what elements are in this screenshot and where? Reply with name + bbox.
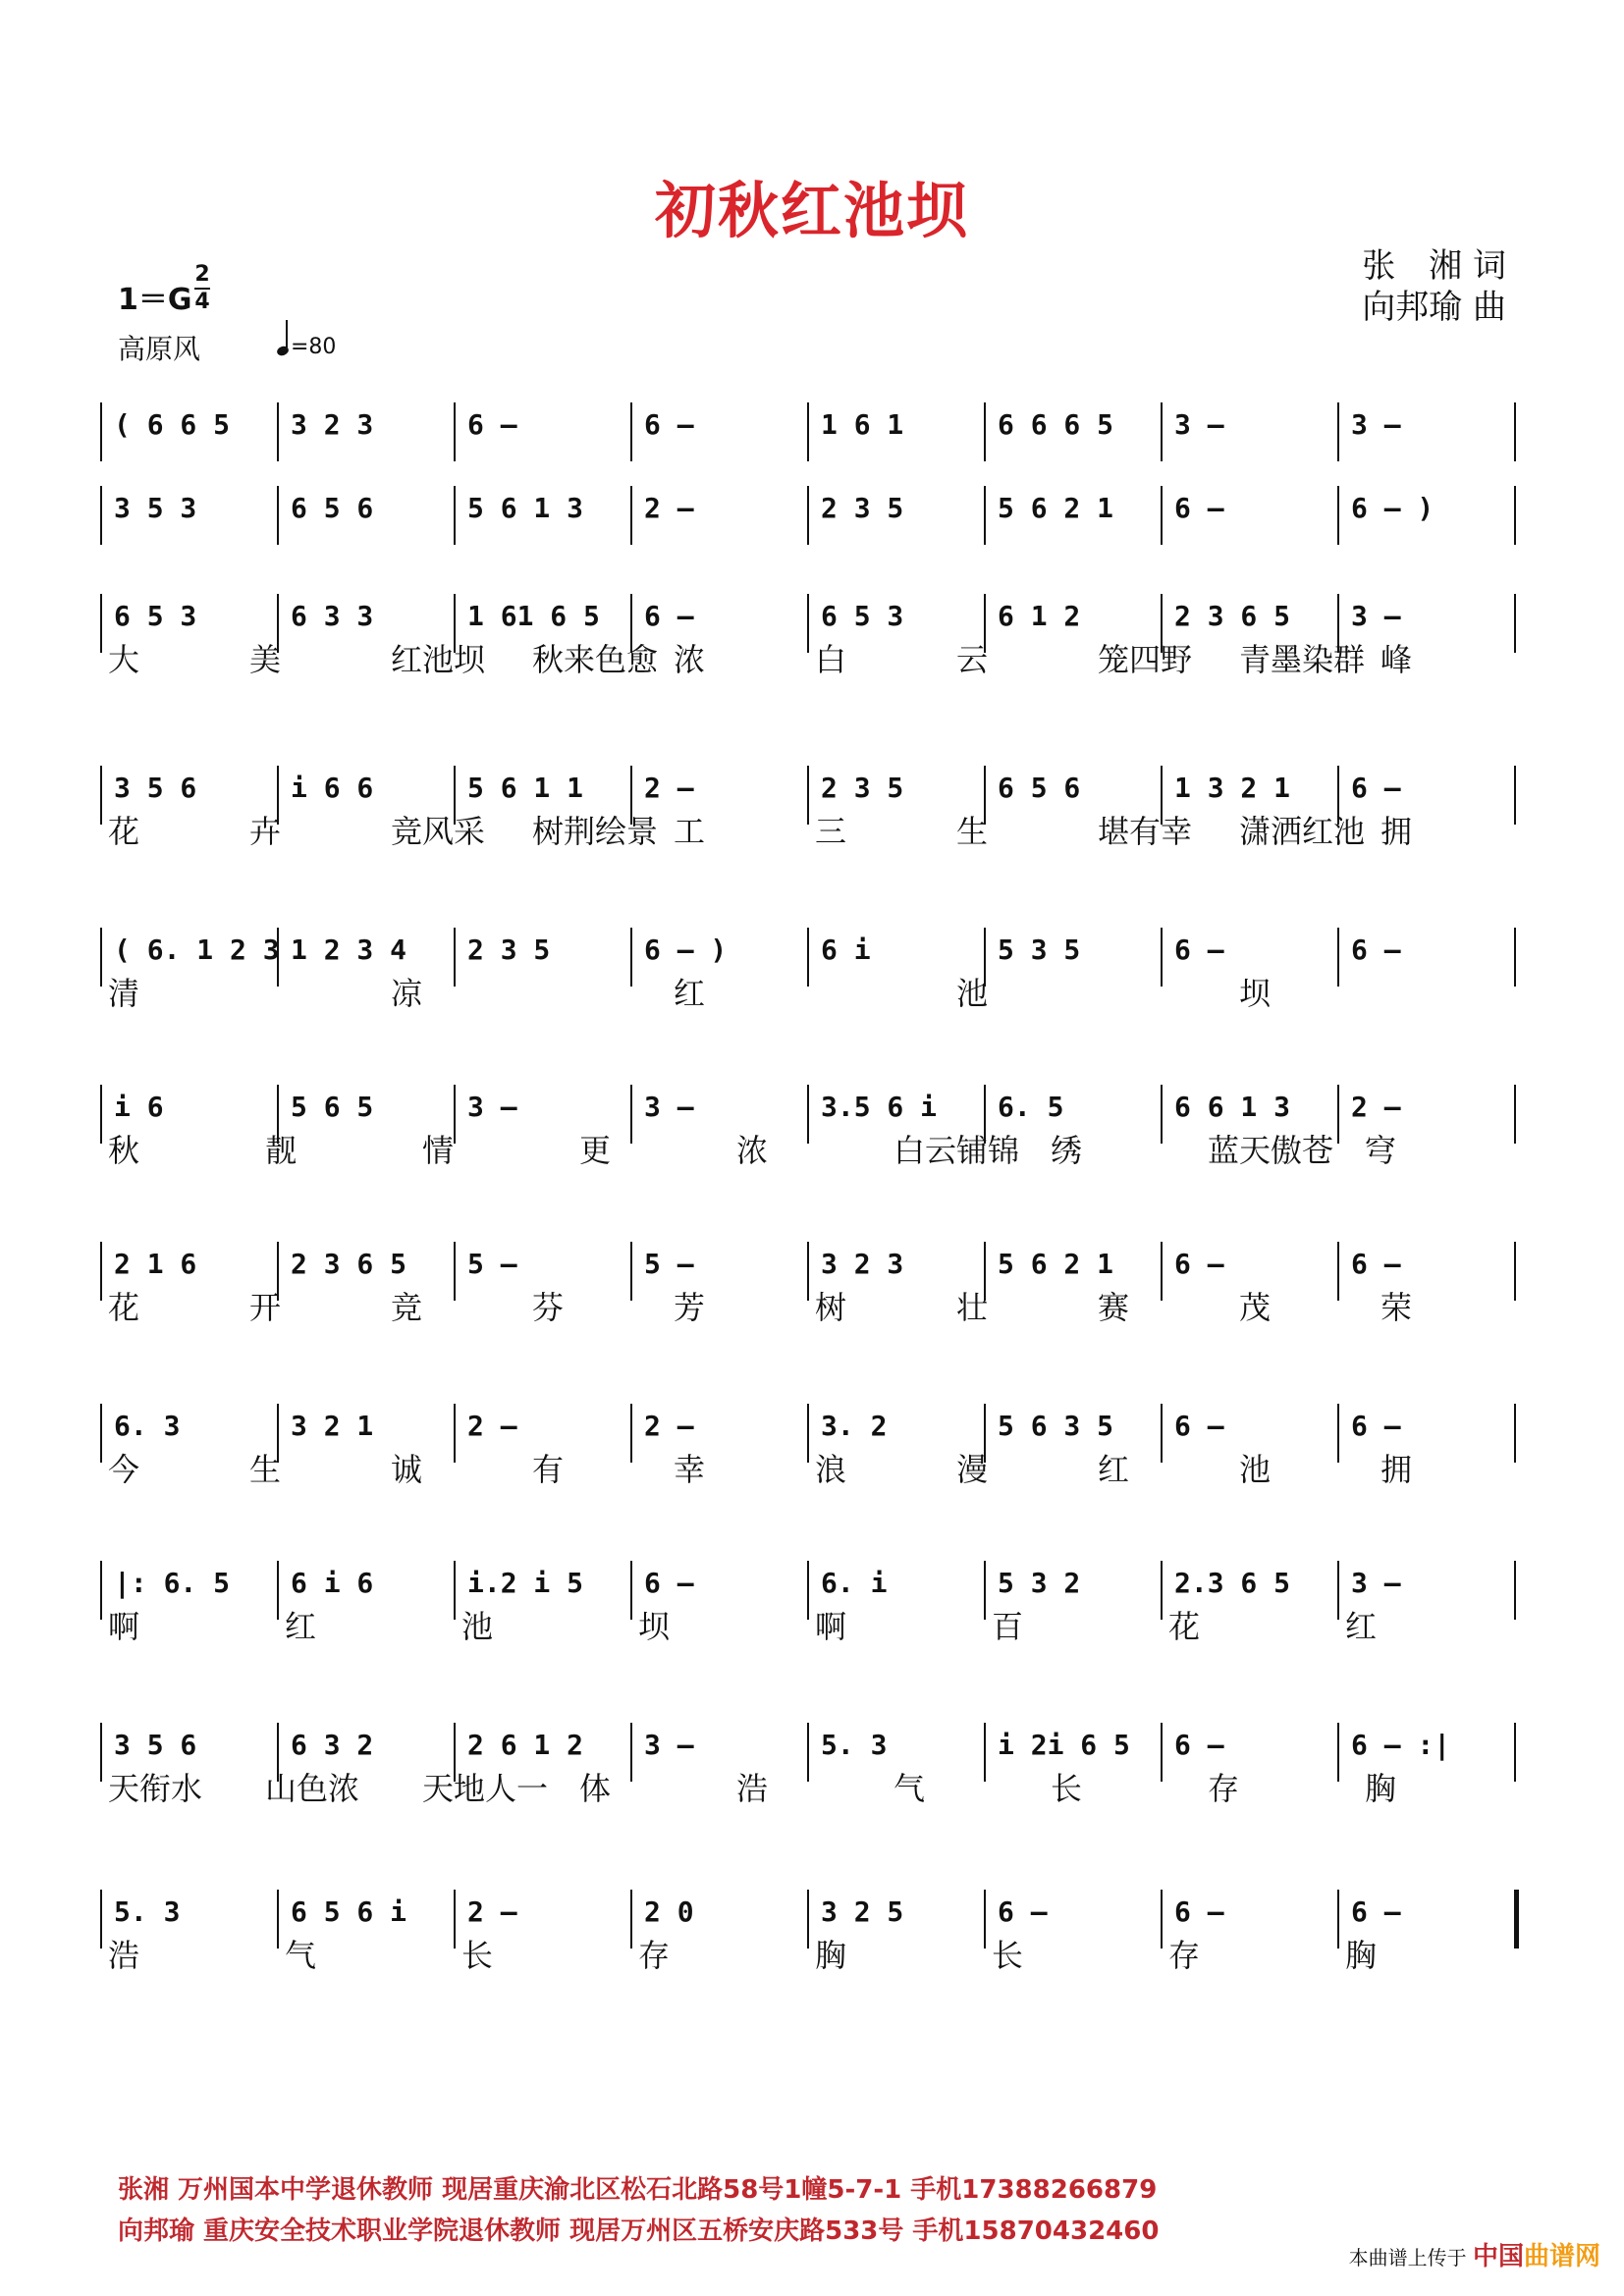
barline (277, 402, 279, 461)
lyric: 今 (108, 1451, 140, 1488)
barline (630, 928, 632, 987)
measure-notes: 6 – ) (644, 934, 728, 966)
lyric: 胸 (815, 1937, 847, 1974)
lyric: 开 (249, 1289, 282, 1326)
quarter-note-icon (276, 345, 290, 357)
lyric: 存 (1208, 1770, 1240, 1807)
barline (1337, 928, 1339, 987)
lyric: 长 (461, 1937, 494, 1974)
measure-notes: 6 i 6 (291, 1567, 374, 1599)
lyric: 存 (1168, 1937, 1201, 1974)
lyric: 卉 (249, 813, 282, 850)
measure-notes: ( 6 6 5 (114, 408, 231, 441)
barline (1337, 1242, 1339, 1301)
score-line (0, 574, 1624, 692)
barline (1514, 1085, 1516, 1144)
lyric: 竞风采 (391, 813, 486, 850)
measure-notes: 2 – (467, 1896, 517, 1928)
barline (1514, 402, 1516, 461)
measure-notes: 2 3 5 (821, 772, 904, 804)
measure-notes: 2 – (1351, 1091, 1401, 1123)
measure-notes: 5 3 2 (998, 1567, 1081, 1599)
footer-line-1: 张湘 万州国本中学退休教师 现居重庆渝北区松石北路58号1幢5-7-1 手机17388266879 (118, 2175, 1158, 2205)
barline (1337, 1085, 1339, 1144)
lyric: 树荆绘景 (532, 813, 659, 850)
lyric: 体 (579, 1770, 612, 1807)
lyric: 浓 (674, 641, 706, 678)
barline (807, 1561, 809, 1620)
barline (630, 1085, 632, 1144)
measure-notes: i 6 6 (291, 772, 374, 804)
measure-notes: 6 – (1174, 1896, 1224, 1928)
measure-notes: 1 6 1 (821, 408, 904, 441)
lyric: 凉 (391, 975, 423, 1012)
measure-notes: 3 5 3 (114, 492, 197, 524)
lyric: 花 (1168, 1608, 1201, 1645)
measure-notes: 2.3 6 5 (1174, 1567, 1291, 1599)
lyric: 生 (249, 1451, 282, 1488)
measure-notes: 6. 3 (114, 1410, 181, 1442)
measure-notes: 2 3 6 5 (1174, 600, 1291, 632)
lyric: 壮 (956, 1289, 989, 1326)
measure-notes: 6 6 6 5 (998, 408, 1114, 441)
lyric: 白 (815, 641, 847, 678)
lyric: 白云铺锦 (893, 1132, 1020, 1169)
barline (1337, 1404, 1339, 1463)
lyric: 胸 (1345, 1937, 1378, 1974)
barline (100, 402, 102, 461)
tempo-marking: =80 (277, 326, 336, 359)
barline (454, 1085, 456, 1144)
score-line (0, 1222, 1624, 1340)
measure-notes: 6 – (1351, 1896, 1401, 1928)
measure-notes: 6 – :| (1351, 1729, 1451, 1761)
lyric: 芳 (674, 1289, 706, 1326)
measure-notes: 3 – (644, 1729, 694, 1761)
measure-notes: 2 – (644, 772, 694, 804)
measure-notes: 6 – (1174, 1248, 1224, 1280)
lyric: 生 (956, 813, 989, 850)
lyric: 气 (285, 1937, 317, 1974)
barline (1514, 928, 1516, 987)
barline (1161, 1890, 1163, 1949)
lyric: 浩 (736, 1770, 769, 1807)
lyric: 青墨染群 (1239, 641, 1366, 678)
barline (630, 1723, 632, 1782)
lyric: 胸 (1365, 1770, 1397, 1807)
lyric: 堪有幸 (1098, 813, 1193, 850)
lyric: 拥 (1380, 1451, 1413, 1488)
measure-notes: 6 – (1351, 772, 1401, 804)
lyric: 茂 (1239, 1289, 1272, 1326)
lyric: 峰 (1380, 641, 1413, 678)
measure-notes: 1 2 3 4 (291, 934, 407, 966)
barline (1337, 1723, 1339, 1782)
lyric: 荣 (1380, 1289, 1413, 1326)
measure-notes: 3 – (1351, 600, 1401, 632)
measure-notes: 2 3 6 5 (291, 1248, 407, 1280)
barline (1161, 402, 1163, 461)
measure-notes: 2 0 (644, 1896, 694, 1928)
footer (118, 2169, 1159, 2252)
measure-notes: 3.5 6 i (821, 1091, 938, 1123)
barline (1161, 486, 1163, 545)
barline (984, 402, 986, 461)
barline (454, 1561, 456, 1620)
lyric: 穹 (1365, 1132, 1397, 1169)
barline (630, 1404, 632, 1463)
score-line (0, 1703, 1624, 1821)
measure-notes: 6 – ) (1351, 492, 1435, 524)
barline (807, 766, 809, 825)
measure-notes: 2 – (644, 492, 694, 524)
measure-notes: 6 5 6 (291, 492, 374, 524)
barline (630, 486, 632, 545)
measure-notes: 5 – (467, 1248, 517, 1280)
lyric: 赛 (1098, 1289, 1130, 1326)
barline (630, 402, 632, 461)
lyric: 笼四野 (1098, 641, 1193, 678)
measure-notes: 6 – (1351, 1248, 1401, 1280)
measure-notes: 6 – (644, 600, 694, 632)
site-logo: 中国 (1472, 2242, 1524, 2271)
song-title: 初秋红池坝 (654, 175, 969, 246)
barline (807, 928, 809, 987)
barline (1161, 928, 1163, 987)
measure-notes: i.2 i 5 (467, 1567, 584, 1599)
barline (277, 1890, 279, 1949)
time-signature (194, 263, 210, 314)
lyric: 红 (674, 975, 706, 1012)
measure-notes: 6 i (821, 934, 871, 966)
barline (807, 1085, 809, 1144)
lyric: 浓 (736, 1132, 769, 1169)
measure-notes: 3 2 3 (291, 408, 374, 441)
barline (1514, 766, 1516, 825)
barline (100, 1561, 102, 1620)
barline (100, 1723, 102, 1782)
measure-notes: 6 3 2 (291, 1729, 374, 1761)
barline (1161, 1723, 1163, 1782)
lyric: 红 (1345, 1608, 1378, 1645)
lyric: 天衔水 (108, 1770, 203, 1807)
barline (454, 402, 456, 461)
barline (630, 1242, 632, 1301)
lyric: 花 (108, 1289, 140, 1326)
lyric: 美 (249, 641, 282, 678)
barline (807, 594, 809, 653)
lyric: 漫 (956, 1451, 989, 1488)
lyric: 山色浓 (265, 1770, 360, 1807)
barline (630, 1561, 632, 1620)
lyric: 三 (815, 813, 847, 850)
measure-notes: 6 5 6 i (291, 1896, 407, 1928)
lyric: 树 (815, 1289, 847, 1326)
barline (100, 594, 102, 653)
barline (984, 1561, 986, 1620)
measure-notes: ( 6. 1 2 3 (114, 934, 280, 966)
lyric: 长 (1051, 1770, 1083, 1807)
barline (1161, 1404, 1163, 1463)
lyric: 有 (532, 1451, 565, 1488)
measure-notes: 6 3 3 (291, 600, 374, 632)
lyric: 情 (422, 1132, 455, 1169)
score-line (0, 1870, 1624, 1988)
lyric: 云 (956, 641, 989, 678)
measure-notes: 6 – (998, 1896, 1048, 1928)
barline (454, 1242, 456, 1301)
measure-notes: 5 6 3 5 (998, 1410, 1114, 1442)
lyric: 绣 (1051, 1132, 1083, 1169)
barline (807, 402, 809, 461)
lyric: 芬 (532, 1289, 565, 1326)
score-line (0, 466, 1624, 584)
barline (277, 1561, 279, 1620)
barline (1514, 1890, 1519, 1949)
measure-notes: 6 – (1351, 1410, 1401, 1442)
lyric: 池 (956, 975, 989, 1012)
barline (1337, 1561, 1339, 1620)
lyric: 百 (992, 1608, 1024, 1645)
lyric: 秋来色愈 (532, 641, 659, 678)
lyric: 浪 (815, 1451, 847, 1488)
measure-notes: 3 – (1351, 408, 1401, 441)
measure-notes: 3 2 3 (821, 1248, 904, 1280)
barline (1514, 486, 1516, 545)
lyric: 气 (893, 1770, 926, 1807)
measure-notes: 2 1 6 (114, 1248, 197, 1280)
barline (100, 1890, 102, 1949)
lyric: 潇洒红池 (1239, 813, 1366, 850)
measure-notes: 3 – (644, 1091, 694, 1123)
lyric: 靓 (265, 1132, 298, 1169)
lyric: 坝 (638, 1608, 671, 1645)
barline (100, 1085, 102, 1144)
upload-note: 本曲谱上传于 中国曲谱网 (1348, 2242, 1600, 2271)
barline (1337, 402, 1339, 461)
measure-notes: 2 – (644, 1410, 694, 1442)
measure-notes: 6 6 1 3 (1174, 1091, 1291, 1123)
barline (1514, 1242, 1516, 1301)
lyric: 工 (674, 813, 706, 850)
measure-notes: 2 6 1 2 (467, 1729, 584, 1761)
lyric: 诚 (391, 1451, 423, 1488)
measure-notes: 3. 2 (821, 1410, 888, 1442)
credits (1362, 245, 1506, 328)
composer: 向邦瑜 曲 (1362, 288, 1506, 327)
measure-notes: 6 – (1174, 1729, 1224, 1761)
lyric: 长 (992, 1937, 1024, 1974)
barline (100, 1404, 102, 1463)
barline (454, 486, 456, 545)
barline (1514, 1404, 1516, 1463)
lyric: 幸 (674, 1451, 706, 1488)
barline (454, 1404, 456, 1463)
measure-notes: 3 2 1 (291, 1410, 374, 1442)
barline (277, 486, 279, 545)
measure-notes: |: 6. 5 (114, 1567, 231, 1599)
lyric: 花 (108, 813, 140, 850)
barline (630, 1890, 632, 1949)
lyric: 池 (1239, 1451, 1272, 1488)
barline (1161, 1085, 1163, 1144)
barline (100, 766, 102, 825)
measure-notes: i 2i 6 5 (998, 1729, 1130, 1761)
lyric: 蓝天傲苍 (1208, 1132, 1334, 1169)
key-signature: 1＝G (118, 283, 192, 317)
measure-notes: 5 6 1 3 (467, 492, 584, 524)
lyric: 池 (461, 1608, 494, 1645)
barline (454, 1890, 456, 1949)
measure-notes: 6. i (821, 1567, 888, 1599)
measure-notes: 6 – (1174, 1410, 1224, 1442)
measure-notes: 2 3 5 (821, 492, 904, 524)
lyric: 天地人一 (422, 1770, 549, 1807)
barline (100, 928, 102, 987)
measure-notes: 3 5 6 (114, 1729, 197, 1761)
lyric: 拥 (1380, 813, 1413, 850)
barline (100, 486, 102, 545)
lyricist: 张 湘 词 (1362, 246, 1506, 286)
lyric: 红池坝 (391, 641, 486, 678)
measure-notes: 5 6 2 1 (998, 492, 1114, 524)
measure-notes: 6 5 3 (821, 600, 904, 632)
barline (807, 1723, 809, 1782)
score-line (0, 1384, 1624, 1502)
barline (984, 1890, 986, 1949)
measure-notes: 1 3 2 1 (1174, 772, 1291, 804)
measure-notes: 3 – (467, 1091, 517, 1123)
score-line (0, 908, 1624, 1026)
lyric: 竞 (391, 1289, 423, 1326)
measure-notes: 6 1 2 (998, 600, 1081, 632)
measure-notes: 3 – (1351, 1567, 1401, 1599)
barline (1337, 486, 1339, 545)
meter-top: 2 (194, 262, 210, 287)
lyric: 更 (579, 1132, 612, 1169)
measure-notes: 6 – (1351, 934, 1401, 966)
lyric: 秋 (108, 1132, 140, 1169)
barline (1514, 594, 1516, 653)
lyric: 啊 (108, 1608, 140, 1645)
measure-notes: 5. 3 (821, 1729, 888, 1761)
barline (807, 1890, 809, 1949)
score-line (0, 746, 1624, 864)
lyric: 浩 (108, 1937, 140, 1974)
barline (984, 486, 986, 545)
barline (1514, 1561, 1516, 1620)
measure-notes: 3 5 6 (114, 772, 197, 804)
lyric: 坝 (1239, 975, 1272, 1012)
measure-notes: 2 3 5 (467, 934, 551, 966)
measure-notes: 5. 3 (114, 1896, 181, 1928)
measure-notes: 5 – (644, 1248, 694, 1280)
style-marking: 高原风 (118, 333, 201, 365)
score-line (0, 1541, 1624, 1659)
measure-notes: 1 61 6 5 (467, 600, 600, 632)
measure-notes: 5 6 1 1 (467, 772, 584, 804)
measure-notes: 5 3 5 (998, 934, 1081, 966)
lyric: 红 (1098, 1451, 1130, 1488)
measure-notes: 6 – (467, 408, 517, 441)
barline (807, 1404, 809, 1463)
measure-notes: 6 – (1174, 934, 1224, 966)
measure-notes: 3 2 5 (821, 1896, 904, 1928)
lyric: 啊 (815, 1608, 847, 1645)
lyric: 红 (285, 1608, 317, 1645)
measure-notes: 5 6 5 (291, 1091, 374, 1123)
measure-notes: 2 – (467, 1410, 517, 1442)
barline (1514, 1723, 1516, 1782)
measure-notes: i 6 (114, 1091, 164, 1123)
barline (807, 1242, 809, 1301)
site-logo-2: 曲谱网 (1523, 2242, 1600, 2271)
barline (807, 486, 809, 545)
measure-notes: 5 6 2 1 (998, 1248, 1114, 1280)
measure-notes: 6 – (644, 408, 694, 441)
measure-notes: 6 5 6 (998, 772, 1081, 804)
measure-notes: 6 5 3 (114, 600, 197, 632)
meter-bottom: 4 (194, 290, 210, 314)
footer-line-2: 向邦瑜 重庆安全技术职业学院退休教师 现居万州区五桥安庆路533号 手机15870432460 (118, 2216, 1160, 2246)
barline (454, 928, 456, 987)
measure-notes: 6. 5 (998, 1091, 1064, 1123)
lyric: 清 (108, 975, 140, 1012)
barline (1337, 1890, 1339, 1949)
barline (1161, 1561, 1163, 1620)
score-line (0, 1065, 1624, 1183)
barline (984, 1723, 986, 1782)
barline (1161, 1242, 1163, 1301)
barline (100, 1242, 102, 1301)
lyric: 大 (108, 641, 140, 678)
measure-notes: 6 – (1174, 492, 1224, 524)
lyric: 存 (638, 1937, 671, 1974)
measure-notes: 6 – (644, 1567, 694, 1599)
measure-notes: 3 – (1174, 408, 1224, 441)
